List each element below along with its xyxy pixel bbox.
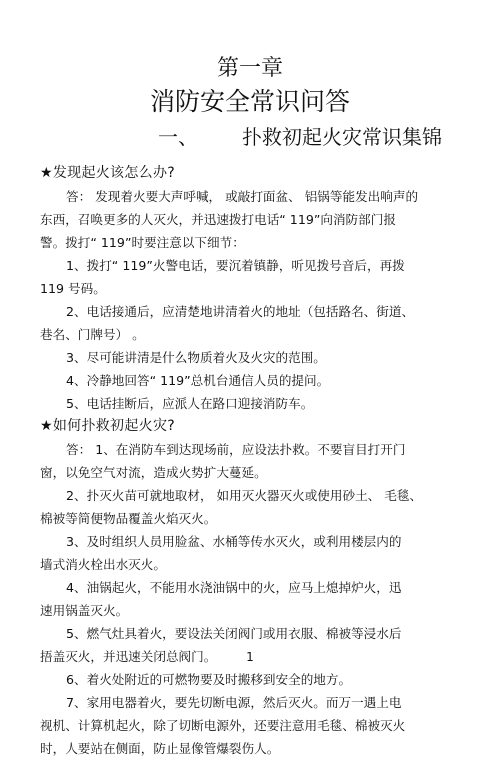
question-heading: ★如何扑救初起火灾? [40,418,175,434]
question-heading: ★发现起火该怎么办? [40,165,175,181]
paragraph-start: 3、及时组织人员用脸盆、水桶等传水灭火，或利用楼层内的 [66,534,402,549]
body-line: 窗，以免空气对流，造成火势扩大蔓延。 [40,465,267,480]
paragraph-start: 6、着火处附近的可燃物要及时搬移到安全的地方。 [66,672,352,687]
paragraph-start: 7、家用电器着火，要先切断电源，然后灭火。而万一遇上电 [66,695,402,710]
paragraph-start: 3、尽可能讲清是什么物质着火及火灾的范围。 [66,350,326,365]
paragraph-start: 4、油锅起火，不能用水浇油锅中的火，应马上熄掉炉火，迅 [66,580,402,595]
paragraph-start: 5、电话挂断后，应派人在路口迎接消防车。 [66,396,314,411]
body-line: 东西，召唤更多的人灭火，并迅速拨打电话“ 119”向消防部门报 [40,212,396,227]
body-line: 捂盖灭火，并迅速关闭总阀门。 [40,649,217,664]
body-line: 警。拨打“ 119”时要注意以下细节： [40,235,245,250]
section-number: 一、 [158,125,198,149]
paragraph-start: 答： 发现着火要大声呼喊， 或敲打面盆、 铝锅等能发出响声的 [66,189,419,204]
document-body [40,162,470,760]
body-line: 墙式消火栓出水灭火。 [40,557,166,572]
section-title: 扑救初起火灾常识集锦 [242,125,442,149]
body-line: 视机、计算机起火，除了切断电源外，还要注意用毛毯、棉被灭火 [40,718,406,733]
paragraph-start: 2、电话接通后，应清楚地讲清着火的地址（包括路名、街道、 [66,304,415,319]
paragraph-start: 答： 1、在消防车到达现场前，应设法扑救。不要盲目打开门 [66,442,406,457]
body-line: 巷名、门牌号） 。 [40,327,145,342]
body-line: 棉被等简便物品覆盖火焰灭火。 [40,511,217,526]
chapter-heading: 第一章 [216,56,283,81]
paragraph-start: 2、扑灭火苗可就地取材， 如用灭火器灭火或使用砂土、 毛毯、 [66,488,423,503]
body-line: 119 号码。 [40,281,106,296]
section-heading [158,124,442,150]
paragraph-start: 1、拨打“ 119”火警电话，要沉着镇静，听见拨号音后，再拨 [66,258,405,273]
page-number: 1 [246,650,254,664]
paragraph-start: 5、燃气灶具着火，要设法关闭阀门或用衣服、棉被等浸水后 [66,626,402,641]
body-line: 速用锅盖灭火。 [40,603,129,618]
body-line: 时，人要站在侧面，防止显像管爆裂伤人。 [40,741,280,756]
paragraph-start: 4、冷静地回答“ 119”总机台通信人员的提问。 [66,373,330,388]
document-title: 消防安全常识问答 [149,87,350,116]
